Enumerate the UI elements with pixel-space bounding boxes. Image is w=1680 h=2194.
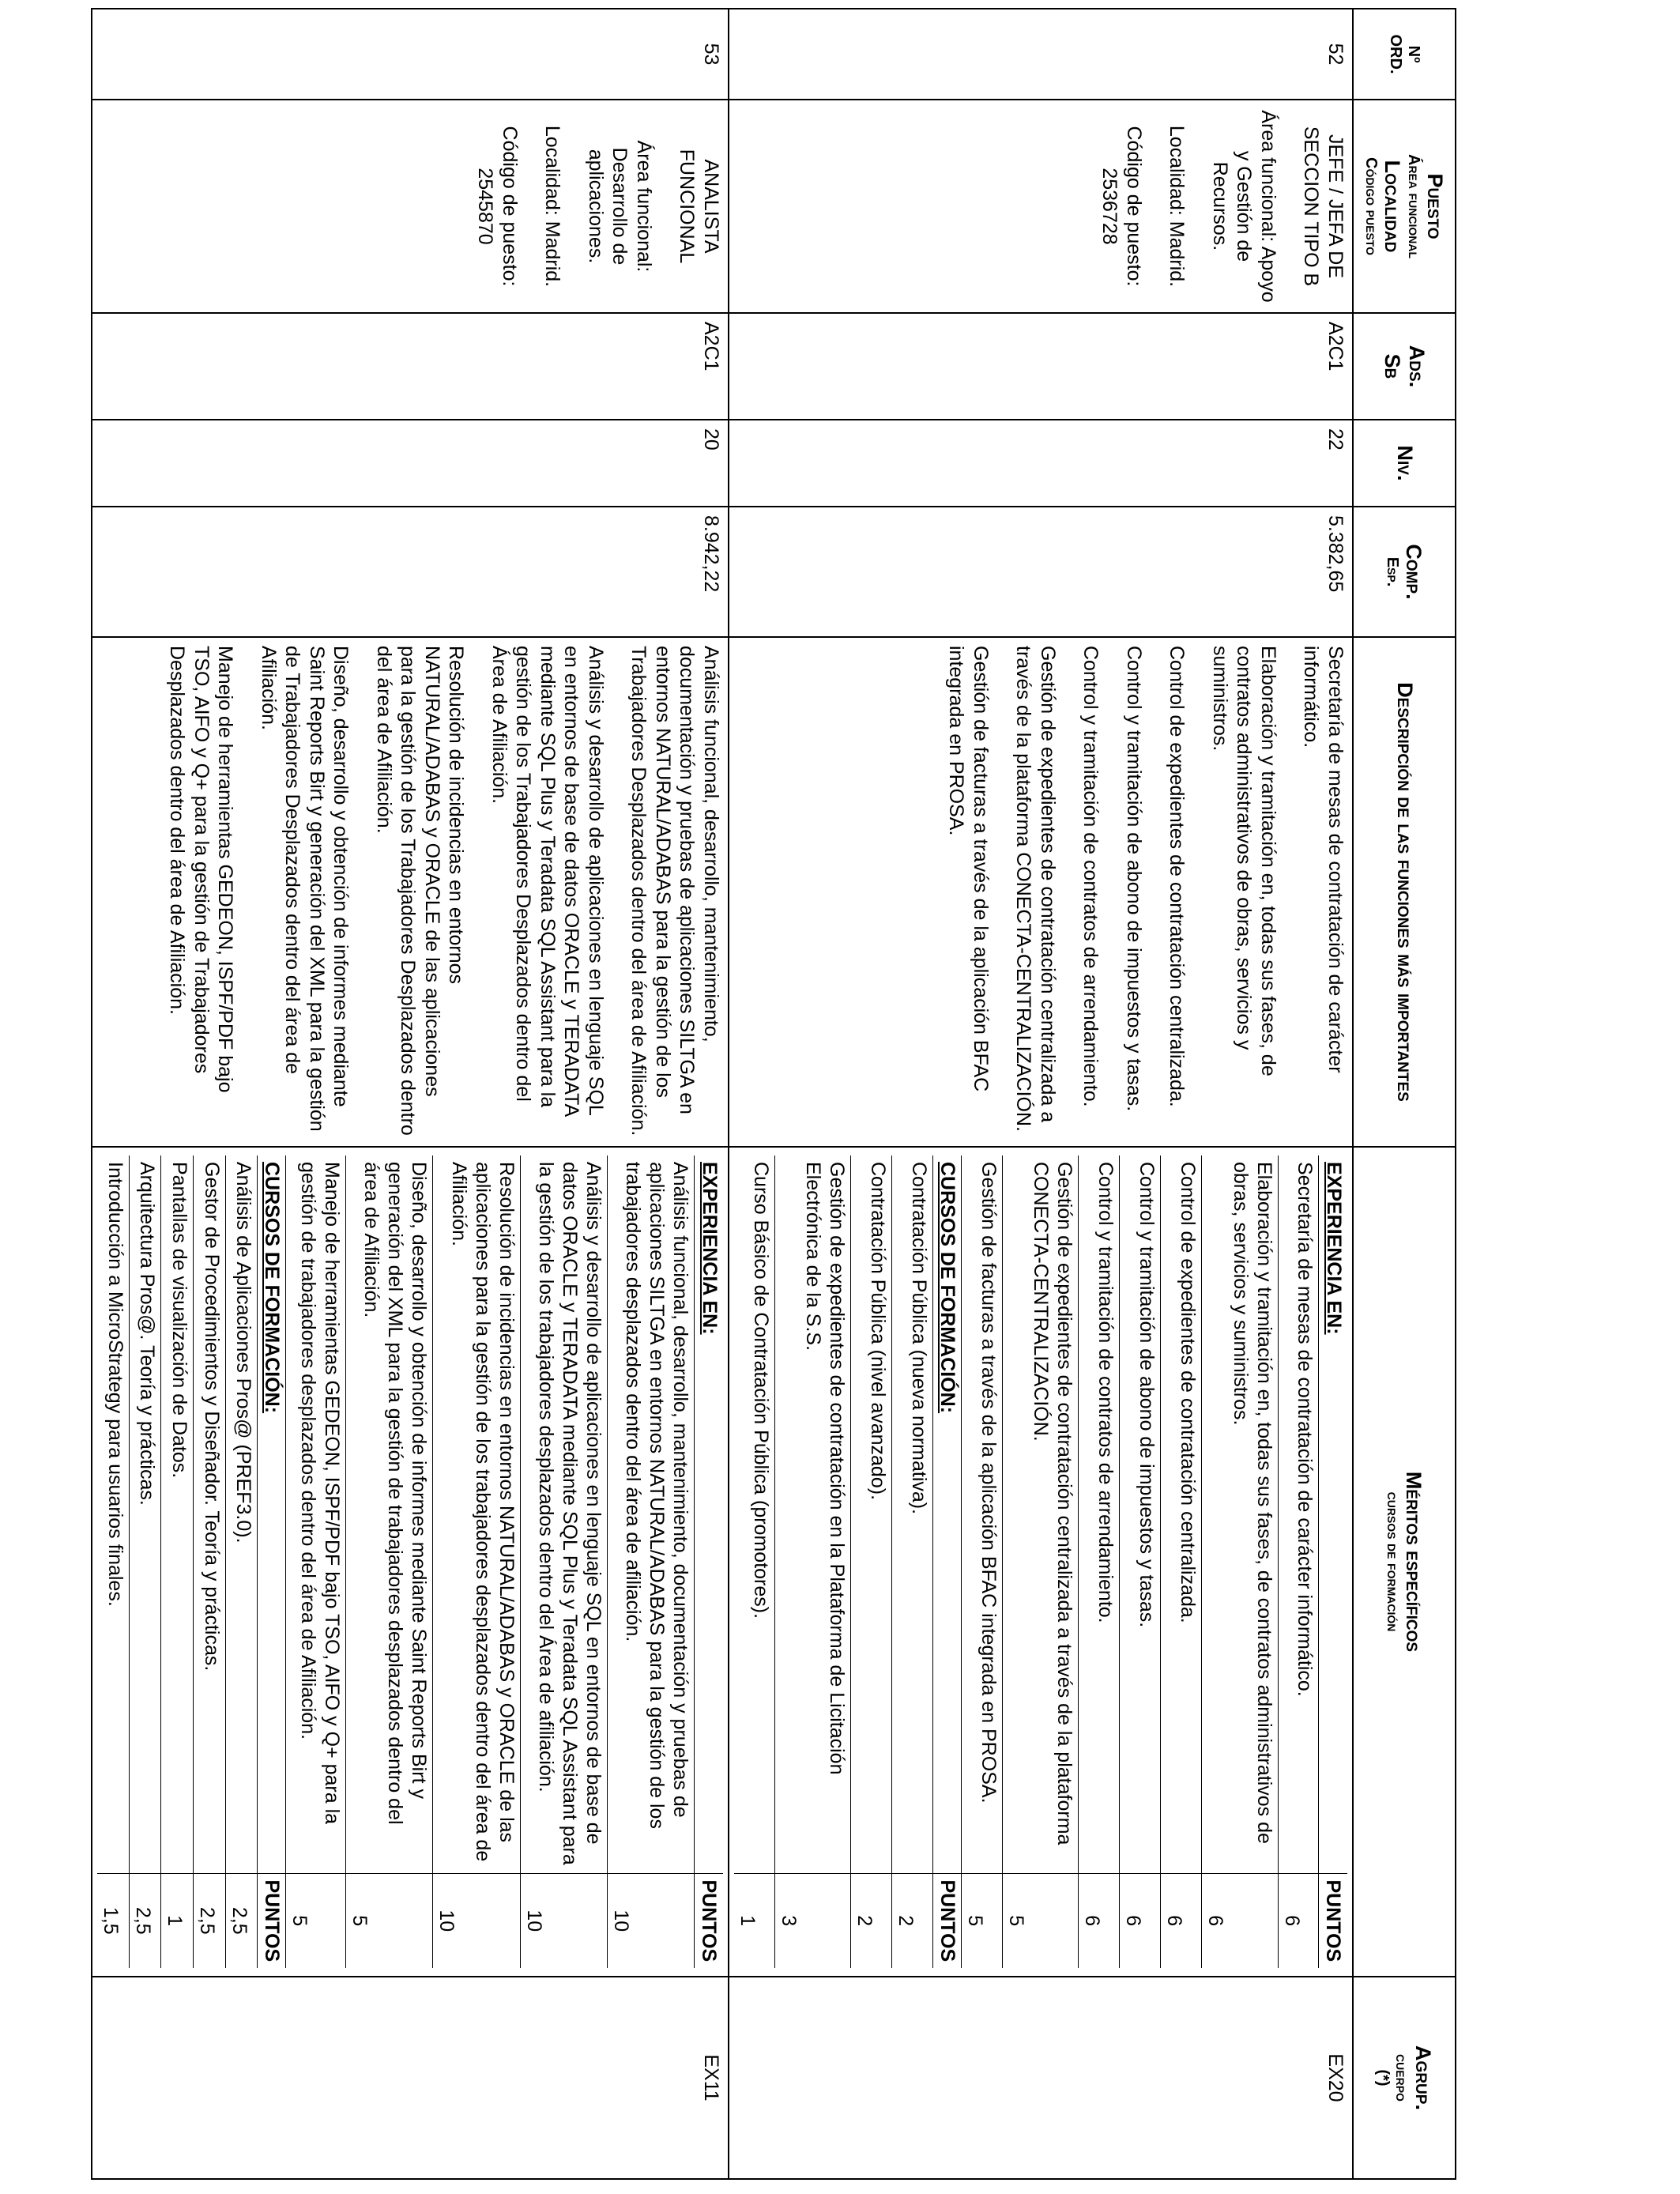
cell-comp: 5.382,65	[729, 507, 1353, 637]
merit-points: 5	[962, 1873, 1003, 1968]
curso-points: 2,5	[225, 1873, 258, 1968]
puesto-area: Área funcional: Desarrollo de aplicaciones.	[585, 140, 655, 273]
header-niv: Niv.	[1353, 420, 1456, 507]
merit-points: 10	[608, 1873, 695, 1968]
merit-text: Elaboración y tramitación en, todas sus fases, de contratos administrativos de obras, servicios y suministros.	[1202, 1155, 1278, 1873]
puesto-title: JEFE / JEFA DE SECCION TIPO B	[1300, 126, 1347, 287]
header-ord-line1: Nº	[1405, 45, 1422, 63]
header-ads-line2: Sb	[1381, 353, 1404, 379]
curso-points: 2	[892, 1873, 933, 1968]
desc-item: Manejo de herramientas GEDEON, ISPF/PDF bajo TSO, AIFO y Q+ para la gestión de Trabajadores Desplazados dentro del área de Afiliación.	[166, 646, 237, 1093]
desc-item: Análisis y desarrollo de aplicaciones en lenguaje SQL en entornos de base de datos ORACLE y TERADATA mediante SQL Plus y Teradata SQL Assistant para la gestión de los Trabajadores Desplazados dentro del Área de Afiliación.	[488, 646, 607, 1116]
merit-text: Resolución de incidencias en entornos NATURAL/ADABAS y ORACLE de las aplicaciones para la gestión de los trabajadores desplazados dentro del área de Afiliación.	[433, 1155, 520, 1873]
header-agrup	[1353, 1977, 1456, 2179]
cell-desc	[92, 637, 729, 1147]
curso-text: Gestión de expedientes de contratación en la Plataforma de Licitación Electrónica de la S.S.	[774, 1155, 850, 1873]
desc-item: Control y tramitación de abono de impuestos y tasas.	[1123, 646, 1145, 1112]
desc-item: Gestión de facturas a través de la aplicación BFAC integrada en PROSA.	[945, 646, 992, 1092]
header-puesto-line4: Código puesto	[1362, 157, 1380, 255]
header-meritos	[1353, 1147, 1456, 1977]
cell-puesto	[92, 100, 729, 313]
desc-item: Control de expedientes de contratación centralizada.	[1166, 646, 1188, 1107]
curso-text: Curso Básico de Contratación Pública (promotores).	[734, 1155, 774, 1873]
desc-item: Resolución de incidencias en entornos NATURAL/ADABAS y ORACLE de las aplicaciones para la gestión de los Trabajadores Desplazados dentro del área de Afiliación.	[373, 646, 468, 1136]
cell-ads: A2C1	[92, 313, 729, 420]
cell-agrup: EX20	[729, 1977, 1353, 2179]
curso-points: 2	[851, 1873, 892, 1968]
cell-ord: 53	[92, 9, 729, 100]
curso-text: Análisis de Aplicaciones Pros@ (PREF3.0).	[225, 1155, 258, 1873]
desc-item: Secretaría de mesas de contratación de carácter informático.	[1300, 646, 1347, 1073]
curso-text: Introducción a MicroStrategy para usuarios finales.	[97, 1155, 129, 1873]
header-puesto-line3: Localidad	[1381, 160, 1404, 253]
merit-points: 6	[1120, 1873, 1161, 1968]
puntos-heading: PUNTOS	[933, 1873, 962, 1968]
meritos-table	[97, 1155, 723, 1968]
header-puesto-line2: Área funcional	[1405, 154, 1422, 258]
header-meritos-line1: Méritos específicos	[1402, 1471, 1426, 1653]
curso-points: 1,5	[97, 1873, 129, 1968]
table-row	[92, 9, 729, 2179]
puntos-heading: PUNTOS	[695, 1873, 723, 1968]
merit-points: 5	[1002, 1873, 1078, 1968]
rotated-page	[92, 8, 1456, 2178]
header-ads	[1353, 313, 1456, 420]
cell-ads: A2C1	[729, 313, 1353, 420]
curso-text: Gestor de Procedimientos y Diseñador. Teoría y prácticas.	[194, 1155, 226, 1873]
cell-niv: 22	[729, 420, 1353, 507]
merit-points: 5	[286, 1873, 346, 1968]
puesto-title: ANALISTA FUNCIONAL	[676, 149, 722, 264]
merit-points: 6	[1202, 1873, 1278, 1968]
cursos-heading: CURSOS DE FORMACIÓN:	[933, 1155, 962, 1873]
header-ads-line1: Ads.	[1405, 345, 1430, 388]
cell-puesto	[729, 100, 1353, 313]
header-desc: Descripción de las funciones más importantes	[1353, 637, 1456, 1147]
puesto-localidad: Localidad: Madrid.	[1166, 125, 1188, 288]
header-agrup-line2: cuerpo	[1392, 2054, 1411, 2102]
desc-item: Gestión de expedientes de contratación centralizada a través de la plataforma CONECTA-CENTRALIZACIÓN.	[1012, 646, 1059, 1132]
puesto-area: Área funcional: Apoyo y Gestión de Recursos.	[1209, 110, 1279, 303]
cell-comp: 8.942,22	[92, 507, 729, 637]
puesto-codigo: Código de puesto: 2545870	[474, 126, 521, 287]
cell-desc	[729, 637, 1353, 1147]
header-puesto	[1353, 100, 1456, 313]
header-row	[1353, 9, 1456, 2179]
table-row	[729, 9, 1353, 2179]
header-ord-line2: ORD.	[1387, 34, 1404, 74]
merit-text: Gestión de facturas a través de la aplicación BFAC integrada en PROSA.	[962, 1155, 1003, 1873]
header-comp	[1353, 507, 1456, 637]
merit-text: Gestión de expedientes de contratación centralizada a través de la plataforma CONECTA-CENTRALIZACIÓN.	[1002, 1155, 1078, 1873]
desc-item: Análisis funcional, desarrollo, mantenimiento, documentación y pruebas de aplicaciones SILTGA en entornos NATURAL/ADABAS para la gestión de los Trabajadores Desplazados dentro del área de Afiliación.	[627, 646, 722, 1137]
cell-meritos	[92, 1147, 729, 1977]
merit-points: 10	[433, 1873, 520, 1968]
cell-ord: 52	[729, 9, 1353, 100]
merit-text: Diseño, desarrollo y obtención de informes mediante Saint Reports Birt y generación del XML para la gestión de trabajadores desplazados dentro del área de Afiliación.	[345, 1155, 432, 1873]
merit-text: Manejo de herramientas GEDEON, ISPF/PDF bajo TSO, AIFO y Q+ para la gestión de trabajadores desplazados dentro del área de Afiliación.	[286, 1155, 346, 1873]
curso-points: 3	[774, 1873, 850, 1968]
header-agrup-line1: Agrup.	[1411, 2045, 1435, 2110]
merit-text: Análisis funcional, desarrollo, mantenimiento, documentación y pruebas de aplicaciones SILTGA en entornos NATURAL/ADABAS para la gestión de los trabajadores desplazados dentro del área de afiliación.	[608, 1155, 695, 1873]
cursos-heading: CURSOS DE FORMACIÓN:	[258, 1155, 286, 1873]
merit-points: 6	[1079, 1873, 1120, 1968]
cell-niv: 20	[92, 420, 729, 507]
merit-text: Control de expedientes de contratación centralizada.	[1161, 1155, 1202, 1873]
merit-text: Secretaría de mesas de contratación de carácter informático.	[1278, 1155, 1319, 1873]
header-comp-line2: Esp.	[1383, 556, 1401, 587]
header-ord	[1353, 9, 1456, 100]
header-meritos-line2: cursos de formación	[1383, 1491, 1401, 1632]
merit-points: 6	[1161, 1873, 1202, 1968]
header-agrup-line3: (*)	[1374, 2069, 1392, 2087]
merit-points: 6	[1278, 1873, 1319, 1968]
desc-item: Diseño, desarrollo y obtención de informes mediante Saint Reports Birt y generación del XML para la gestión de Trabajadores Desplazados dentro del área de Afiliación.	[258, 646, 352, 1132]
header-comp-line1: Comp.	[1402, 544, 1426, 600]
puesto-codigo: Código de puesto: 2536728	[1098, 126, 1145, 287]
desc-item: Control y tramitación de contratos de arrendamiento.	[1079, 646, 1102, 1107]
experiencia-heading: EXPERIENCIA EN:	[1319, 1155, 1347, 1873]
curso-points: 2,5	[194, 1873, 226, 1968]
curso-points: 1	[161, 1873, 194, 1968]
merit-points: 10	[520, 1873, 607, 1968]
curso-text: Contratación Pública (nivel avanzado).	[851, 1155, 892, 1873]
merit-text: Análisis y desarrollo de aplicaciones en lenguaje SQL en entornos de base de datos ORACLE y TERADATA mediante SQL Plus y Teradata SQL Assistant para la gestión de los trabajadores desplazados dentro del Área de afiliación.	[520, 1155, 607, 1873]
experiencia-heading: EXPERIENCIA EN:	[695, 1155, 723, 1873]
positions-table	[91, 8, 1456, 2180]
puntos-heading: PUNTOS	[258, 1873, 286, 1968]
header-puesto-line1: Puesto	[1423, 173, 1448, 239]
merit-text: Control y tramitación de contratos de arrendamiento.	[1079, 1155, 1120, 1873]
meritos-table	[734, 1155, 1347, 1968]
merit-points: 5	[345, 1873, 432, 1968]
cell-agrup: EX11	[92, 1977, 729, 2179]
curso-points: 1	[734, 1873, 774, 1968]
curso-text: Contratación Pública (nueva normativa).	[892, 1155, 933, 1873]
curso-text: Pantallas de visualización de Datos.	[161, 1155, 194, 1873]
merit-text: Control y tramitación de abono de impuestos y tasas.	[1120, 1155, 1161, 1873]
desc-item: Elaboración y tramitación en, todas sus fases, de contratos administrativos de obras, servicios y suministros.	[1209, 646, 1279, 1076]
curso-points: 2,5	[129, 1873, 161, 1968]
puesto-localidad: Localidad: Madrid.	[541, 125, 564, 288]
puntos-heading: PUNTOS	[1319, 1873, 1347, 1968]
cell-meritos	[729, 1147, 1353, 1977]
curso-text: Arquitectura Pros@. Teoría y prácticas.	[129, 1155, 161, 1873]
